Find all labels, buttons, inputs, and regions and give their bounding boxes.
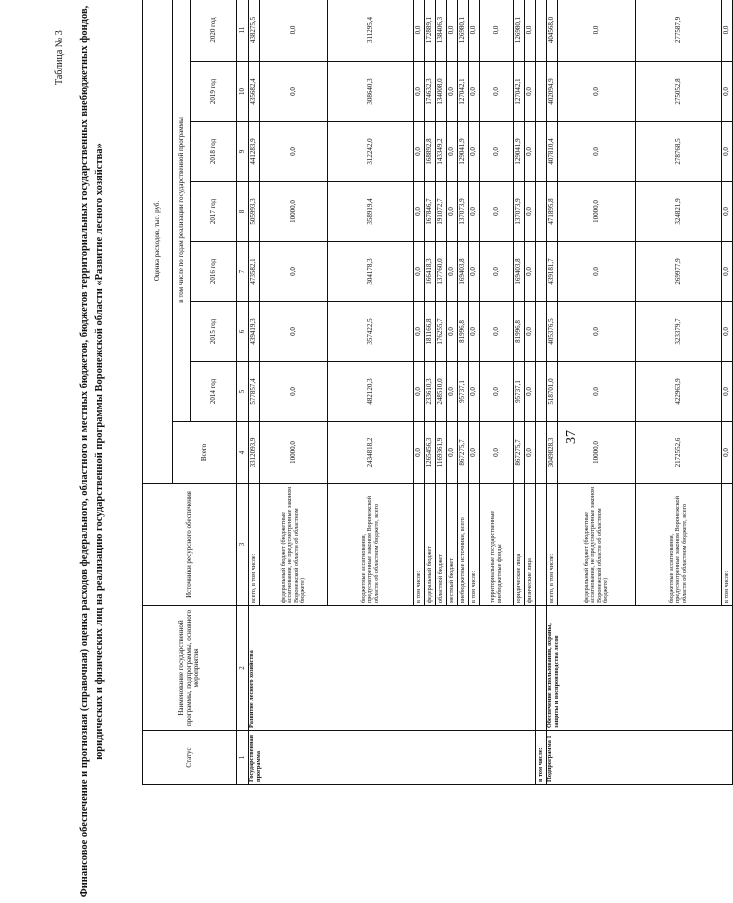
value-cell: 0,0 <box>722 242 733 302</box>
value-cell: 0,0 <box>469 422 480 484</box>
value-cell: 1169361,9 <box>436 422 447 484</box>
value-cell: 0,0 <box>260 362 328 422</box>
header-year-2014: 2014 год <box>191 362 237 422</box>
value-cell: 95737,1 <box>458 362 469 422</box>
value-cell: 482120,3 <box>328 362 414 422</box>
header-total: Всего <box>173 422 237 484</box>
value-cell: 0,0 <box>722 182 733 242</box>
header-year-2018: 2018 год <box>191 122 237 182</box>
value-cell: 0,0 <box>525 422 536 484</box>
value-cell: 0,0 <box>722 422 733 484</box>
value-cell: 0,0 <box>480 0 514 62</box>
value-cell: 0,0 <box>480 182 514 242</box>
value-cell: 0,0 <box>414 302 425 362</box>
row-source: внебюджетные источники, всего <box>458 484 469 606</box>
column-number: 7 <box>237 242 249 302</box>
value-cell: 0,0 <box>722 62 733 122</box>
value-cell: 0,0 <box>722 0 733 62</box>
column-number: 6 <box>237 302 249 362</box>
column-number: 11 <box>237 0 249 62</box>
value-cell: 405376,5 <box>547 302 558 362</box>
value-cell: 3049828,3 <box>547 422 558 484</box>
row-status: Подпрограмма 1 <box>547 731 733 785</box>
value-cell: 169403,8 <box>514 242 525 302</box>
value-cell: 577857,4 <box>249 362 260 422</box>
value-cell: 0,0 <box>469 242 480 302</box>
column-number: 8 <box>237 182 249 242</box>
value-cell: 269977,9 <box>636 242 722 302</box>
empty-cell <box>536 606 547 731</box>
value-cell: 867275,7 <box>458 422 469 484</box>
row-source: федеральный бюджет (бюджетные ассигнования, не предусмотренные законом Воронежской области об областном бюджете) <box>260 484 328 606</box>
value-cell: 275052,8 <box>636 62 722 122</box>
column-number: 4 <box>237 422 249 484</box>
row-status: Государственная программа <box>249 731 536 785</box>
value-cell: 0,0 <box>260 62 328 122</box>
row-source: территориальные государственные внебюджетные фонды <box>480 484 514 606</box>
row-source: всего, в том числе: <box>249 484 260 606</box>
header-year-2020: 2020 год <box>191 0 237 62</box>
value-cell: 435682,4 <box>249 62 260 122</box>
value-cell: 137760,0 <box>436 242 447 302</box>
value-cell: 129041,9 <box>458 122 469 182</box>
value-cell: 10000,0 <box>260 422 328 484</box>
value-cell: 308640,3 <box>328 62 414 122</box>
value-cell: 127042,1 <box>458 62 469 122</box>
column-number: 5 <box>237 362 249 422</box>
header-year-2017: 2017 год <box>191 182 237 242</box>
value-cell: 167846,7 <box>425 182 436 242</box>
row-source: всего, в том числе: <box>547 484 558 606</box>
value-cell: 126980,1 <box>458 0 469 62</box>
row-source: в том числе: <box>722 484 733 606</box>
value-cell: 402094,9 <box>547 62 558 122</box>
empty-cell <box>536 302 547 362</box>
column-number: 3 <box>237 484 249 606</box>
value-cell: 191072,7 <box>436 182 447 242</box>
value-cell: 0,0 <box>469 302 480 362</box>
row-source: местный бюджет <box>447 484 458 606</box>
value-cell: 0,0 <box>414 422 425 484</box>
value-cell: 127042,1 <box>514 62 525 122</box>
value-cell: 0,0 <box>558 362 636 422</box>
value-cell: 95737,1 <box>514 362 525 422</box>
value-cell: 505993,3 <box>249 182 260 242</box>
empty-cell <box>536 0 547 62</box>
value-cell: 0,0 <box>480 242 514 302</box>
value-cell: 137073,9 <box>458 182 469 242</box>
value-cell: 277587,9 <box>636 0 722 62</box>
value-cell: 0,0 <box>447 62 458 122</box>
value-cell: 441283,9 <box>249 122 260 182</box>
value-cell: 438275,5 <box>249 0 260 62</box>
page-number: 37 <box>564 430 579 444</box>
value-cell: 0,0 <box>447 422 458 484</box>
value-cell: 0,0 <box>525 362 536 422</box>
column-number: 9 <box>237 122 249 182</box>
value-cell: 0,0 <box>525 182 536 242</box>
value-cell: 0,0 <box>722 362 733 422</box>
value-cell: 0,0 <box>414 0 425 62</box>
header-source: Источники ресурсного обеспечения <box>143 484 237 606</box>
row-source: юридические лица <box>514 484 525 606</box>
value-cell: 0,0 <box>558 242 636 302</box>
table-row <box>547 0 558 785</box>
value-cell: 0,0 <box>469 122 480 182</box>
financing-table <box>142 0 733 785</box>
value-cell: 0,0 <box>525 0 536 62</box>
value-cell: 166418,3 <box>425 242 436 302</box>
header-year-2015: 2015 год <box>191 302 237 362</box>
document-title-line-1: Финансовое обеспечение и прогнозная (справочная) оценка расходов федерального, областного и местных бюджетов, бюджетов территориальных государственных внебюджетных фондов, <box>79 5 90 898</box>
value-cell: 0,0 <box>480 422 514 484</box>
value-cell: 143349,2 <box>436 122 447 182</box>
value-cell: 518701,0 <box>547 362 558 422</box>
value-cell: 0,0 <box>469 362 480 422</box>
value-cell: 0,0 <box>558 122 636 182</box>
value-cell: 867275,7 <box>514 422 525 484</box>
value-cell: 0,0 <box>260 242 328 302</box>
value-cell: 404568,0 <box>547 0 558 62</box>
value-cell: 0,0 <box>558 62 636 122</box>
value-cell: 81996,8 <box>514 302 525 362</box>
header-estimate: Оценка расходов, тыс. руб. <box>143 0 173 484</box>
value-cell: 439419,3 <box>249 302 260 362</box>
value-cell: 0,0 <box>525 242 536 302</box>
row-source: физические лица <box>525 484 536 606</box>
value-cell: 129041,9 <box>514 122 525 182</box>
value-cell: 439181,7 <box>547 242 558 302</box>
value-cell: 233610,3 <box>425 362 436 422</box>
value-cell: 3312093,9 <box>249 422 260 484</box>
row-source: в том числе: <box>414 484 425 606</box>
value-cell: 169403,8 <box>458 242 469 302</box>
value-cell: 473582,1 <box>249 242 260 302</box>
value-cell: 0,0 <box>558 302 636 362</box>
row-source: областной бюджет <box>436 484 447 606</box>
column-number: 1 <box>237 731 249 785</box>
value-cell: 174632,3 <box>425 62 436 122</box>
header-year-2016: 2016 год <box>191 242 237 302</box>
value-cell: 0,0 <box>480 122 514 182</box>
empty-cell <box>536 62 547 122</box>
value-cell: 10000,0 <box>558 182 636 242</box>
value-cell: 168892,8 <box>425 122 436 182</box>
value-cell: 181166,8 <box>425 302 436 362</box>
value-cell: 172889,1 <box>425 0 436 62</box>
header-year-2019: 2019 год <box>191 62 237 122</box>
value-cell: 134008,0 <box>436 62 447 122</box>
row-status: в том числе: <box>536 731 547 785</box>
header-name: Наименование государственной программы, подпрограммы, основного мероприятия <box>143 606 237 731</box>
value-cell: 0,0 <box>414 182 425 242</box>
empty-cell <box>536 422 547 484</box>
empty-cell <box>536 362 547 422</box>
value-cell: 0,0 <box>260 122 328 182</box>
row-name: Обеспечение использования, охраны, защиты и воспроизводства лесов <box>547 606 733 731</box>
row-source: федеральный бюджет (бюджетные ассигнования, не предусмотренные законом Воронежской области об областном бюджете) <box>558 484 636 606</box>
value-cell: 0,0 <box>525 122 536 182</box>
value-cell: 324821,9 <box>636 182 722 242</box>
value-cell: 0,0 <box>469 62 480 122</box>
value-cell: 0,0 <box>558 0 636 62</box>
value-cell: 10000,0 <box>260 182 328 242</box>
table-number: Таблица № 3 <box>54 30 65 85</box>
value-cell: 312242,0 <box>328 122 414 182</box>
value-cell: 0,0 <box>722 122 733 182</box>
value-cell: 471895,8 <box>547 182 558 242</box>
table-row <box>249 0 260 785</box>
header-by-years: в том числе по годам реализации государственной программы <box>173 0 191 422</box>
value-cell: 407810,4 <box>547 122 558 182</box>
value-cell: 0,0 <box>260 302 328 362</box>
value-cell: 0,0 <box>722 302 733 362</box>
value-cell: 0,0 <box>260 0 328 62</box>
empty-cell <box>536 122 547 182</box>
table-row <box>536 0 547 785</box>
value-cell: 0,0 <box>414 362 425 422</box>
value-cell: 138406,3 <box>436 0 447 62</box>
value-cell: 1265456,3 <box>425 422 436 484</box>
row-source: бюджетные ассигнования, предусмотренные законом Воронежской области об областном бюджете, всего <box>328 484 414 606</box>
value-cell: 0,0 <box>447 242 458 302</box>
value-cell: 126980,1 <box>514 0 525 62</box>
value-cell: 0,0 <box>469 0 480 62</box>
column-number: 2 <box>237 606 249 731</box>
row-source: бюджетные ассигнования, предусмотренные законом Воронежской области об областном бюджете, всего <box>636 484 722 606</box>
value-cell: 0,0 <box>480 362 514 422</box>
column-number: 10 <box>237 62 249 122</box>
empty-cell <box>536 242 547 302</box>
value-cell: 422963,9 <box>636 362 722 422</box>
value-cell: 0,0 <box>525 62 536 122</box>
row-source: в том числе: <box>469 484 480 606</box>
empty-cell <box>536 484 547 606</box>
row-source: федеральный бюджет <box>425 484 436 606</box>
value-cell: 2434818,2 <box>328 422 414 484</box>
value-cell: 0,0 <box>414 242 425 302</box>
header-status: Статус <box>143 731 237 785</box>
value-cell: 323379,7 <box>636 302 722 362</box>
value-cell: 358919,4 <box>328 182 414 242</box>
value-cell: 2172552,6 <box>636 422 722 484</box>
empty-cell <box>536 182 547 242</box>
value-cell: 176255,7 <box>436 302 447 362</box>
value-cell: 0,0 <box>469 182 480 242</box>
value-cell: 0,0 <box>414 62 425 122</box>
value-cell: 81996,8 <box>458 302 469 362</box>
value-cell: 0,0 <box>525 302 536 362</box>
row-name: Развитие лесного хозяйства <box>249 606 536 731</box>
value-cell: 0,0 <box>447 182 458 242</box>
value-cell: 357422,5 <box>328 302 414 362</box>
value-cell: 304178,3 <box>328 242 414 302</box>
value-cell: 10000,0 <box>558 422 636 484</box>
value-cell: 278768,5 <box>636 122 722 182</box>
value-cell: 0,0 <box>447 122 458 182</box>
value-cell: 0,0 <box>447 302 458 362</box>
value-cell: 0,0 <box>414 122 425 182</box>
value-cell: 311295,4 <box>328 0 414 62</box>
document-title-line-2: юридических и физических лиц на реализацию государственной программы Воронежской области «Развитие лесного хозяйства» <box>94 143 105 760</box>
value-cell: 248510,0 <box>436 362 447 422</box>
value-cell: 137073,9 <box>514 182 525 242</box>
value-cell: 0,0 <box>447 362 458 422</box>
value-cell: 0,0 <box>447 0 458 62</box>
value-cell: 0,0 <box>480 62 514 122</box>
value-cell: 0,0 <box>480 302 514 362</box>
